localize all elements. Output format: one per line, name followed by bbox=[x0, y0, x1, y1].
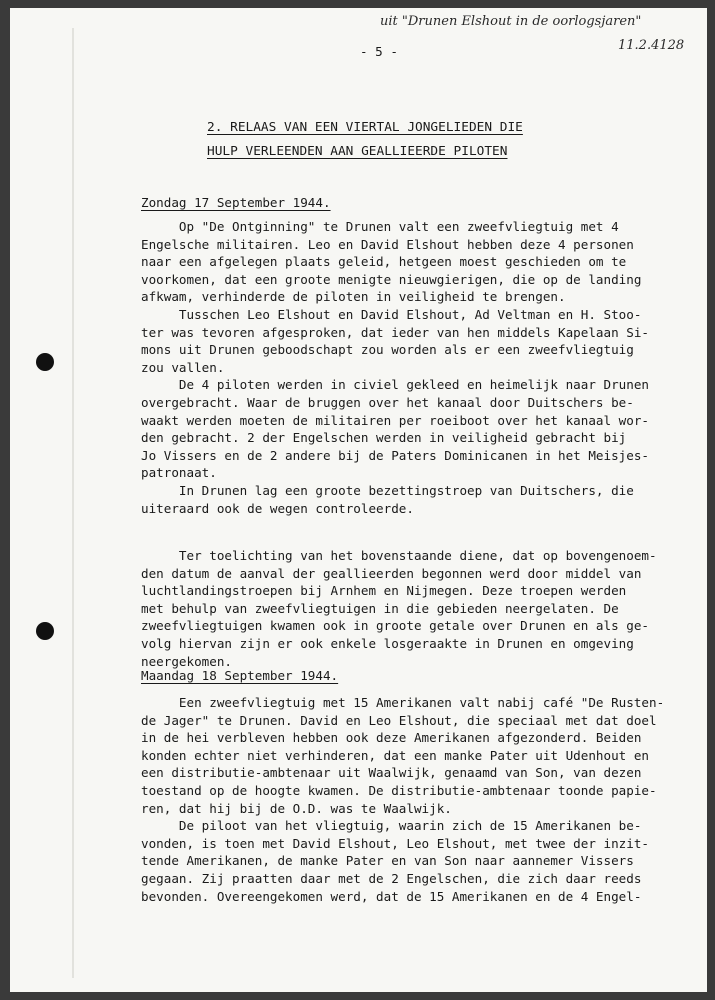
text-line: Tusschen Leo Elshout en David Elshout, Ad Veltman en H. Stoo- bbox=[141, 306, 642, 322]
text-line: uiteraard ook de wegen controleerde. bbox=[141, 500, 414, 516]
text-line: met behulp van zweefvliegtuigen in die gebieden neergelaten. De bbox=[141, 600, 619, 616]
text-line: ren, dat hij bij de O.D. was te Waalwijk. bbox=[141, 800, 452, 816]
text-line: De piloot van het vliegtuig, waarin zich de 15 Amerikanen be- bbox=[141, 818, 642, 834]
text-line: in de hei verbleven hebben ook deze Amerikanen afgezonderd. Beiden bbox=[141, 730, 642, 746]
page-number: - 5 - bbox=[360, 44, 398, 59]
text-line: een distributie-ambtenaar uit Waalwijk, genaamd van Son, van dezen bbox=[141, 765, 642, 781]
text-line: tende Amerikanen, de manke Pater en van Son naar aannemer Vissers bbox=[141, 853, 634, 869]
text-line: De 4 piloten werden in civiel gekleed en heimelijk naar Drunen bbox=[141, 377, 649, 393]
text-line: ter was tevoren afgesproken, dat ieder van hen middels Kapelaan Si- bbox=[141, 324, 649, 340]
text-line: Engelsche militairen. Leo en David Elshout hebben deze 4 personen bbox=[141, 236, 634, 252]
explanation-body bbox=[141, 547, 681, 670]
text-line: overgebracht. Waar de bruggen over het kanaal door Duitschers be- bbox=[141, 394, 634, 410]
heading-line-2: HULP VERLEENDEN AAN GEALLIEERDE PILOTEN bbox=[207, 144, 508, 159]
text-line: den datum de aanval der geallieerden begonnen werd door middel van bbox=[141, 565, 642, 581]
text-line: afkwam, verhinderde de piloten in veiligheid te brengen. bbox=[141, 289, 566, 305]
text-line: konden echter niet verhinderen, dat een manke Pater uit Udenhout en bbox=[141, 747, 649, 763]
page-fold-line bbox=[72, 28, 74, 978]
text-line: gegaan. Zij praatten daar met de 2 Engelschen, die zich daar reeds bbox=[141, 870, 642, 886]
text-line: waakt werden moeten de militairen per roeiboot over het kanaal wor- bbox=[141, 412, 649, 428]
section-date-sunday: Zondag 17 September 1944. bbox=[141, 195, 331, 210]
document-page bbox=[10, 8, 707, 992]
punch-hole-bottom bbox=[36, 622, 54, 640]
text-line: bevonden. Overeengekomen werd, dat de 15 Amerikanen en de 4 Engel- bbox=[141, 888, 642, 904]
text-line: luchtlandingstroepen bij Arnhem en Nijmegen. Deze troepen werden bbox=[141, 583, 627, 599]
text-line: toestand op de hoogte kwamen. De distributie-ambtenaar toonde papie- bbox=[141, 782, 657, 798]
handwritten-archive-number: 11.2.4128 bbox=[618, 38, 685, 53]
text-line: volg hiervan zijn er ook enkele losgeraakte in Drunen en omgeving bbox=[141, 635, 634, 651]
text-line: patronaat. bbox=[141, 465, 217, 481]
text-line: zweefvliegtuigen kwamen ook in groote getale over Drunen en als ge- bbox=[141, 618, 649, 634]
text-line: den gebracht. 2 der Engelschen werden in veiligheid gebracht bij bbox=[141, 430, 627, 446]
section2-body bbox=[141, 694, 681, 905]
punch-hole-top bbox=[36, 353, 54, 371]
text-line: In Drunen lag een groote bezettingstroep van Duitschers, die bbox=[141, 482, 634, 498]
text-line: Ter toelichting van het bovenstaande diene, dat op bovengenoem- bbox=[141, 548, 657, 563]
heading-line-1: 2. RELAAS VAN EEN VIERTAL JONGELIEDEN DIE bbox=[207, 120, 523, 135]
section-date-monday: Maandag 18 September 1944. bbox=[141, 668, 339, 683]
text-line: Op "De Ontginning" te Drunen valt een zweefvliegtuig met 4 bbox=[141, 219, 619, 234]
section1-body bbox=[141, 218, 681, 517]
text-line: voorkomen, dat een groote menigte nieuwgierigen, die op de landing bbox=[141, 271, 642, 287]
text-line: Een zweefvliegtuig met 15 Amerikanen valt nabij café "De Rusten- bbox=[141, 695, 665, 710]
text-line: zou vallen. bbox=[141, 359, 225, 375]
text-line: mons uit Drunen geboodschapt zou worden als er een zweefvliegtuig bbox=[141, 342, 634, 358]
text-line: neergekomen. bbox=[141, 653, 232, 669]
handwritten-source-note: uit "Drunen Elshout in de oorlogsjaren" bbox=[380, 14, 642, 29]
text-line: vonden, is toen met David Elshout, Leo Elshout, met twee der inzit- bbox=[141, 835, 649, 851]
text-line: de Jager" te Drunen. David en Leo Elshout, die speciaal met dat doel bbox=[141, 712, 657, 728]
text-line: Jo Vissers en de 2 andere bij de Paters Dominicanen in het Meisjes- bbox=[141, 447, 649, 463]
text-line: naar een afgelegen plaats geleid, hetgeen moest geschieden om te bbox=[141, 254, 627, 270]
